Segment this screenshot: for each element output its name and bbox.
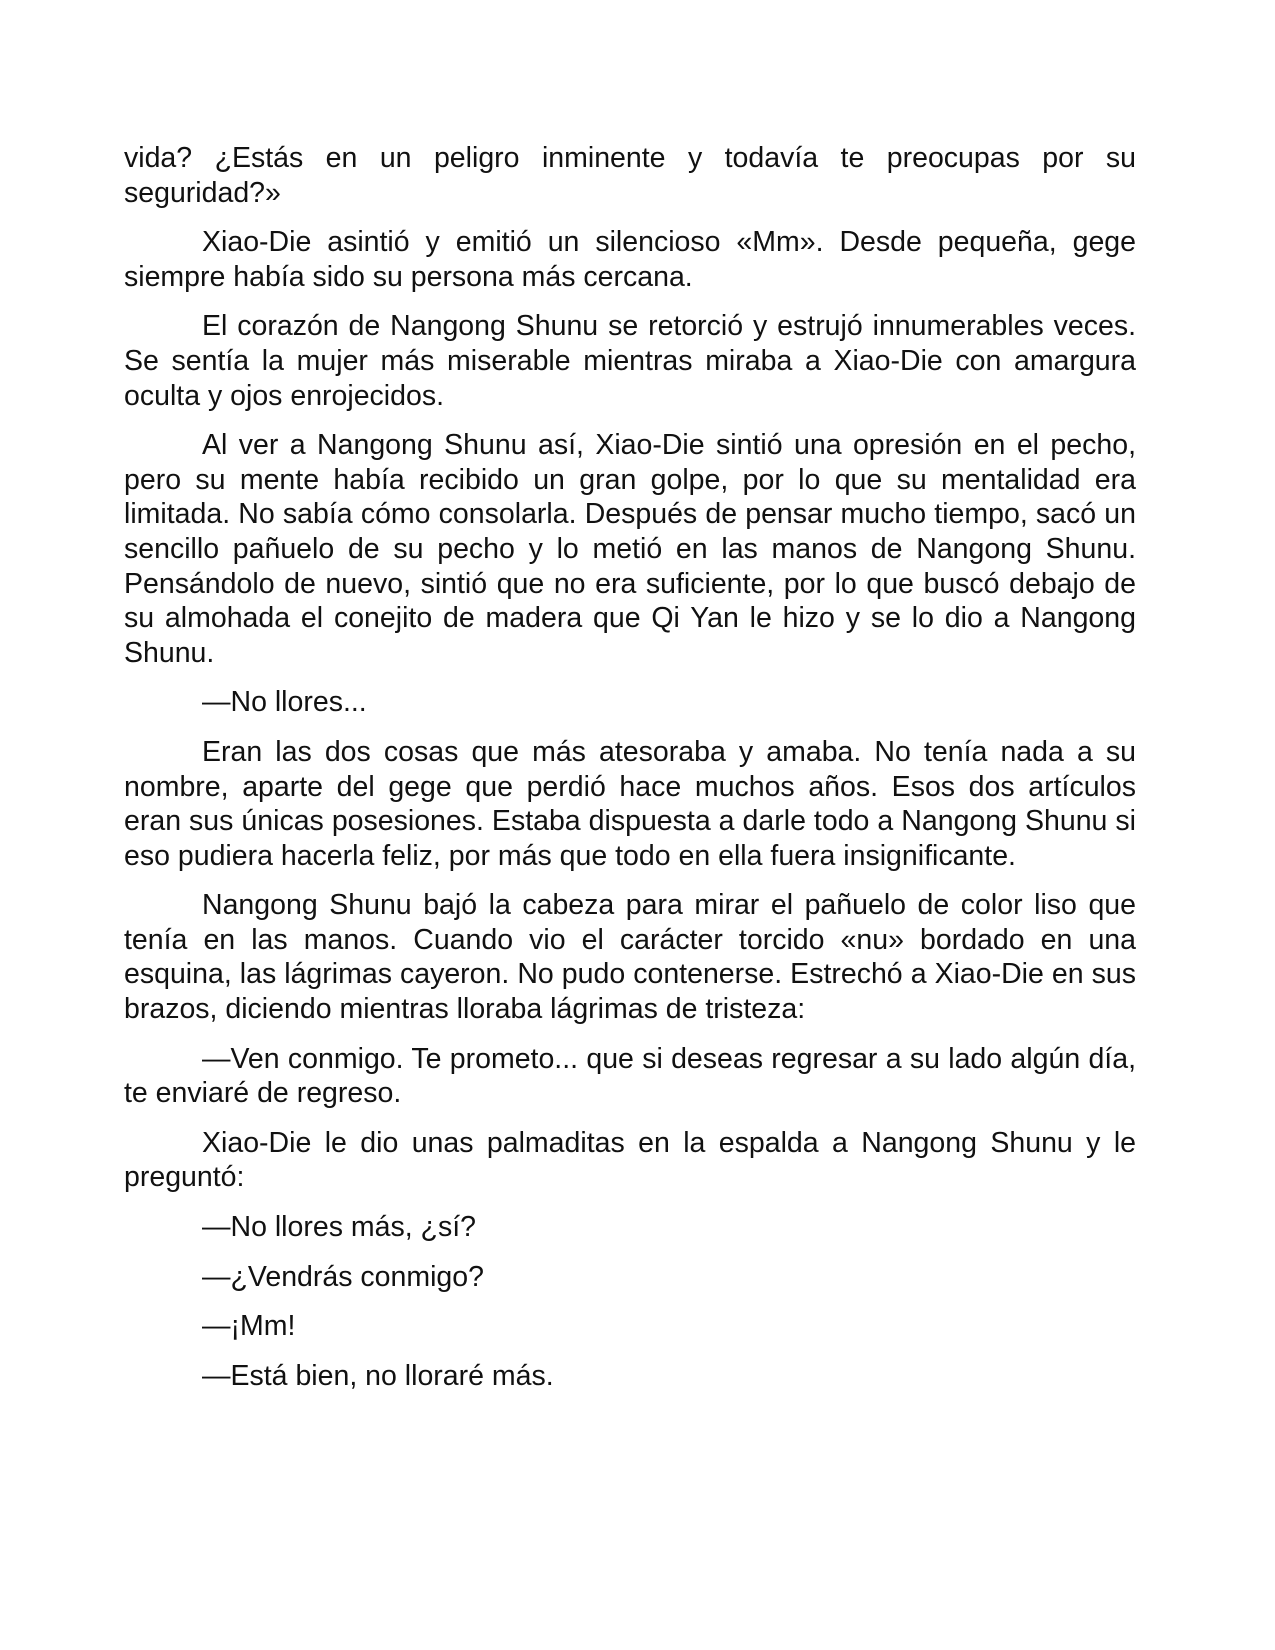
dialogue-line: —Está bien, no lloraré más.: [202, 1359, 554, 1392]
dialogue-line: —¿Vendrás conmigo?: [202, 1260, 484, 1293]
paragraph: Xiao-Die asintió y emitió un silencioso «Mm». Desde pequeña, gege siempre había sido su persona más cercana.: [124, 226, 1136, 293]
paragraph: Nangong Shunu bajó la cabeza para mirar el pañuelo de color liso que tenía en las manos. Cuando vio el carácter torcido «nu» bordado en una esquina, las lágrimas cayeron. No pudo contenerse. Estrechó a Xiao-Die en sus brazos, diciendo mientras lloraba lágrimas de tristeza:: [124, 889, 1136, 1026]
paragraph: Xiao-Die le dio unas palmaditas en la espalda a Nangong Shunu y le preguntó:: [124, 1126, 1136, 1194]
dialogue-line: —¡Mm!: [202, 1310, 296, 1343]
paragraph-continued: vida? ¿Estás en un peligro inminente y todavía te preocupas por su seguridad?»: [124, 142, 1136, 209]
paragraph: El corazón de Nangong Shunu se retorció y estrujó innumerables veces. Se sentía la mujer más miserable mientras miraba a Xiao-Die con amargura oculta y ojos enrojecidos.: [124, 310, 1136, 412]
paragraph: Al ver a Nangong Shunu así, Xiao-Die sintió una opresión en el pecho, pero su mente había recibido un gran golpe, por lo que su mentalidad era limitada. No sabía cómo consolarla. Después de pensar mucho tiempo, sacó un sencillo pañuelo de su pecho y lo metió en las manos de Nangong Shunu. Pensándolo de nuevo, sintió que no era suficiente, por lo que buscó debajo de su almohada el conejito de madera que Qi Yan le hizo y se lo dio a Nangong Shunu.: [124, 429, 1136, 669]
dialogue-line: —No llores más, ¿sí?: [202, 1211, 476, 1244]
dialogue-line: —Ven conmigo. Te prometo... que si deseas regresar a su lado algún día, te enviaré de regreso.: [124, 1042, 1136, 1110]
dialogue-line: —No llores...: [202, 686, 367, 719]
document-page: [124, 141, 1136, 1408]
paragraph: Eran las dos cosas que más atesoraba y amaba. No tenía nada a su nombre, aparte del gege que perdió hace muchos años. Esos dos artículos eran sus únicas posesiones. Estaba dispuesta a darle todo a Nangong Shunu si eso pudiera hacerla feliz, por más que todo en ella fuera insignificante.: [124, 735, 1136, 872]
